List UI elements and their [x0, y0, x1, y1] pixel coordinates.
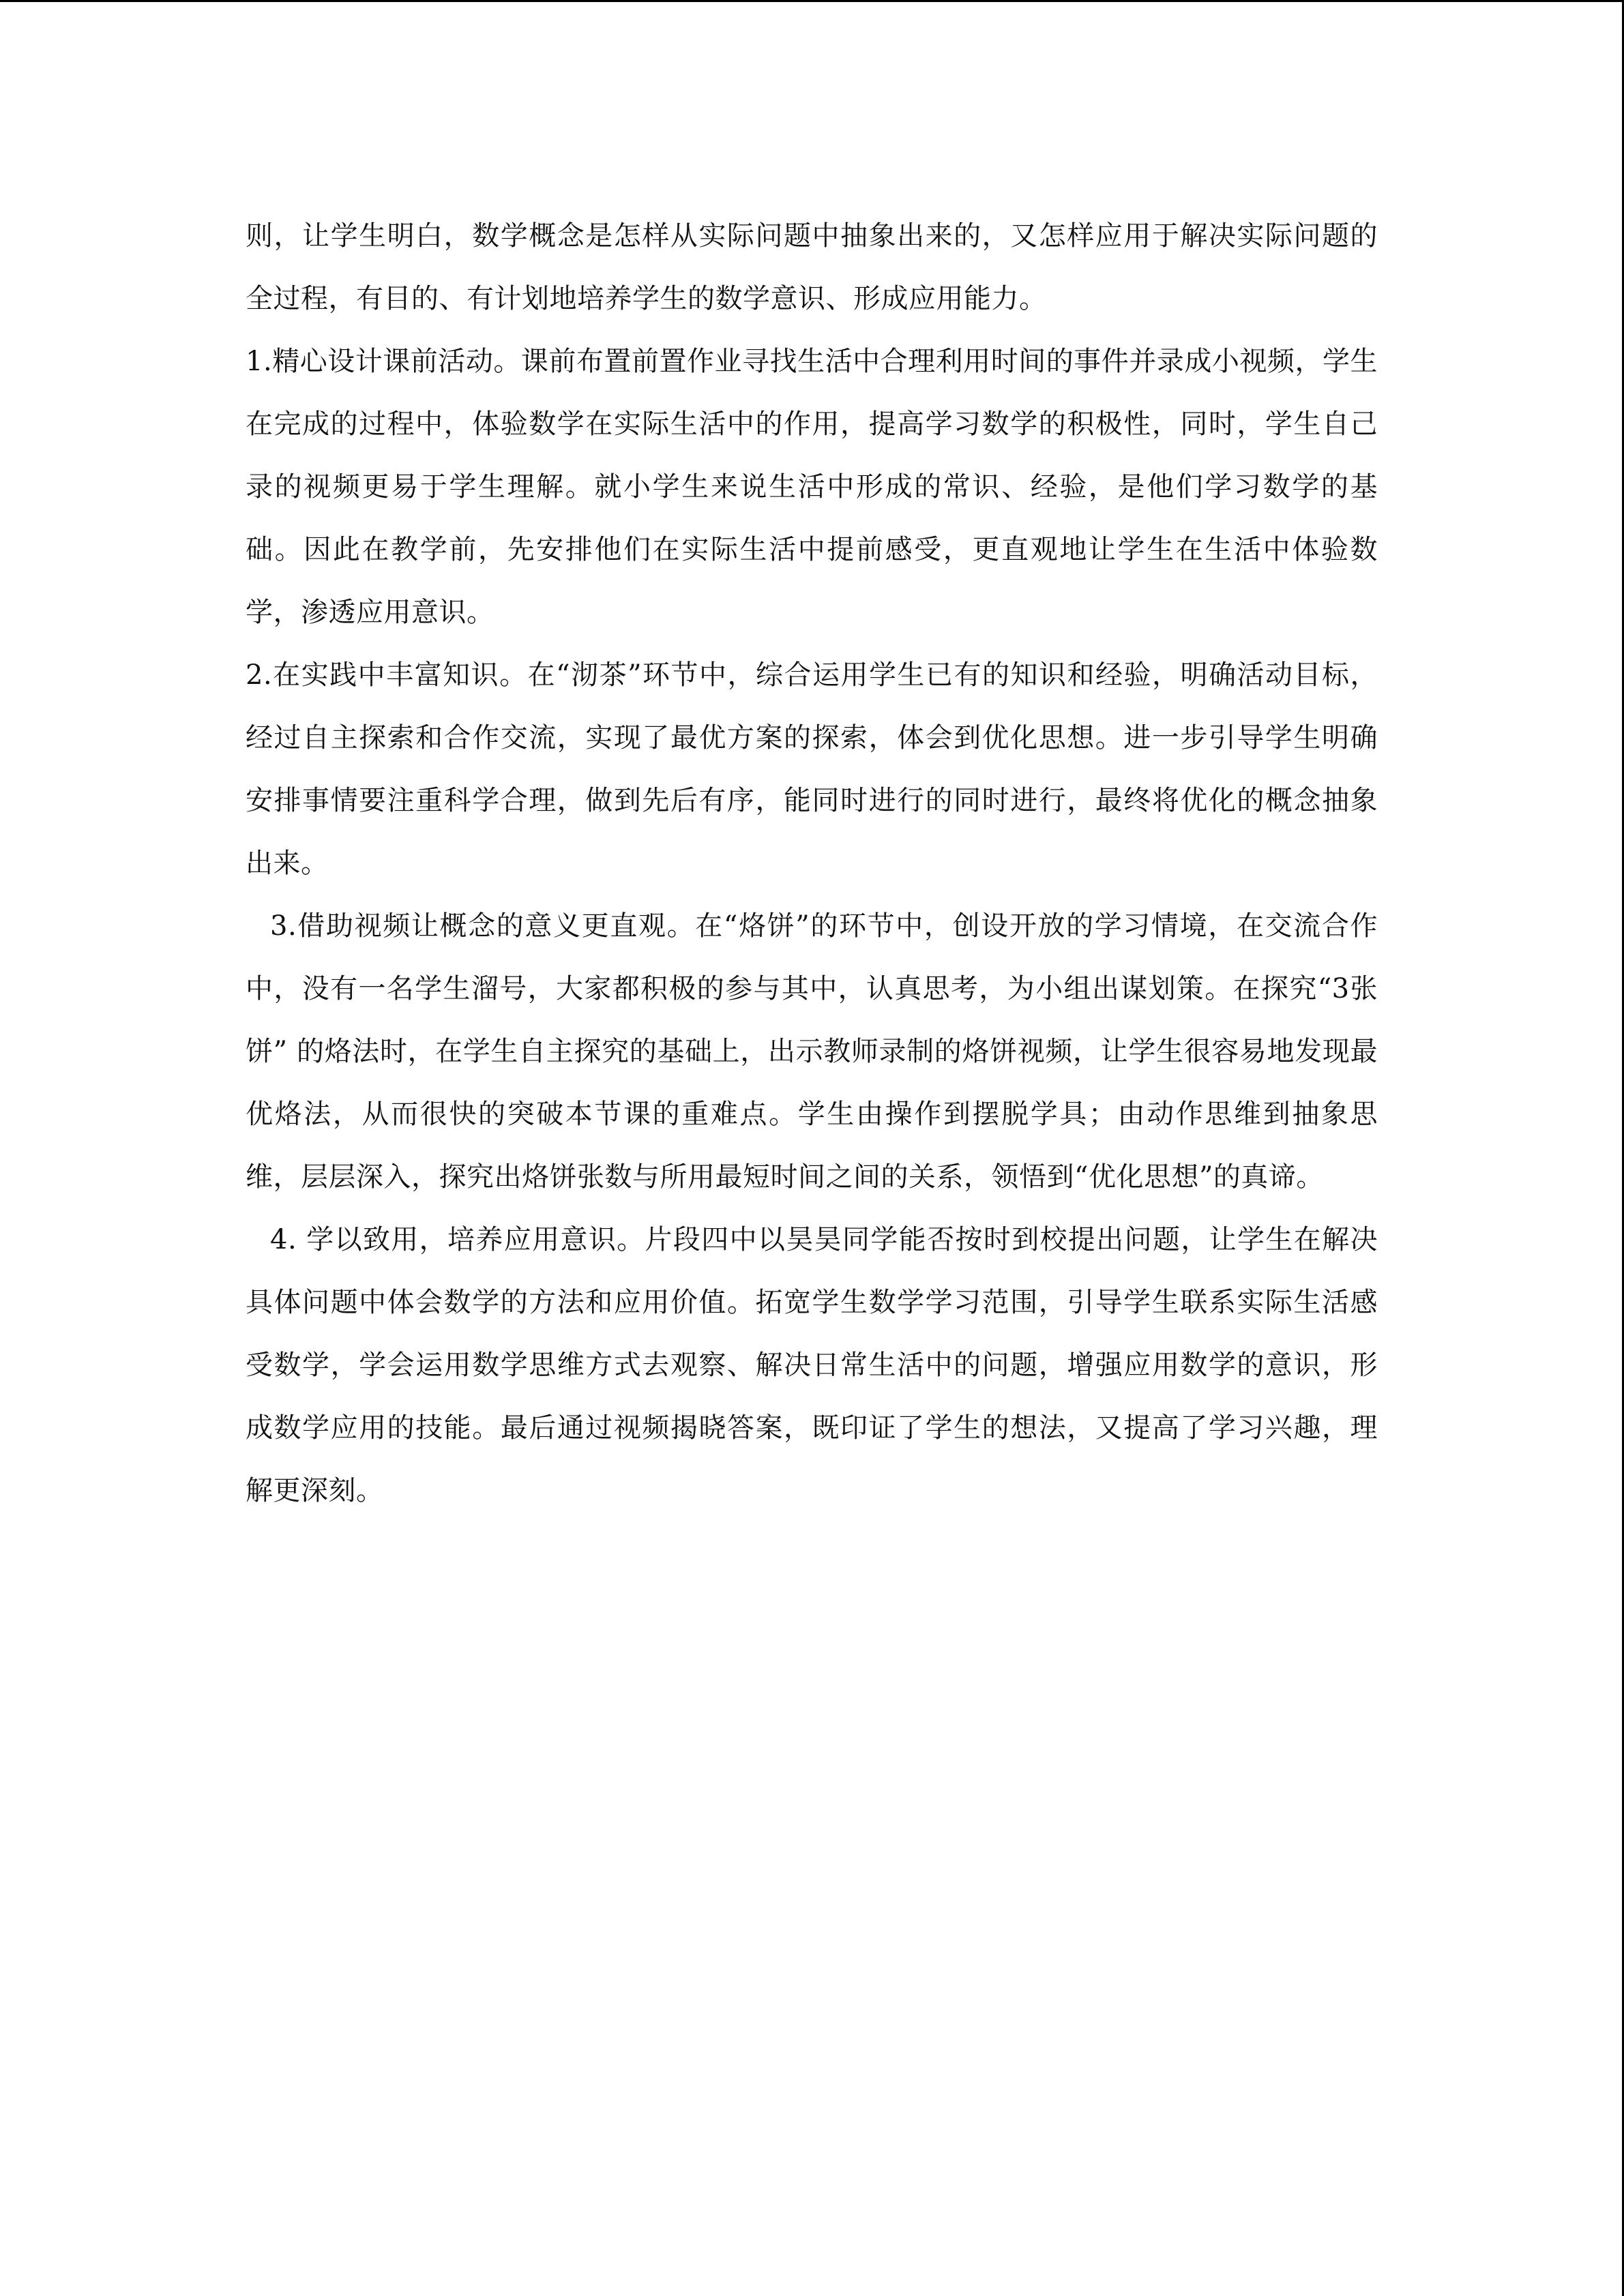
paragraph-item-4: 4. 学以致用，培养应用意识。片段四中以昊昊同学能否按时到校提出问题，让学生在解决具体问题中体会数学的方法和应用价值。拓宽学生数学学习范围，引导学生联系实际生活感受数学，学会运用数学思维方式去观察、解决日常生活中的问题，增强应用数学的意识，形成数学应用的技能。最后通过视频揭晓答案，既印证了学生的想法，又提高了学习兴趣，理解更深刻。	[246, 1224, 1378, 1506]
paragraph-item-2: 2.在实践中丰富知识。在“沏茶”环节中，综合运用学生已有的知识和经验，明确活动目标，经过自主探索和合作交流，实现了最优方案的探索，体会到优化思想。进一步引导学生明确安排事情要注重科学合理，做到先后有序，能同时进行的同时进行，最终将优化的概念抽象出来。	[246, 659, 1378, 879]
document-body	[246, 205, 1378, 1522]
paragraph-item-3: 3.借助视频让概念的意义更直观。在“烙饼”的环节中，创设开放的学习情境，在交流合作中，没有一名学生溜号，大家都积极的参与其中，认真思考，为小组出谋划策。在探究“3张饼” 的烙法时，在学生自主探究的基础上，出示教师录制的烙饼视频，让学生很容易地发现最优烙法，从而很快的突破本节课的重难点。学生由操作到摆脱学具；由动作思维到抽象思维，层层深入，探究出烙饼张数与所用最短时间之间的关系，领悟到“优化思想”的真谛。	[246, 910, 1378, 1193]
paragraph-continuation: 则，让学生明白，数学概念是怎样从实际问题中抽象出来的，又怎样应用于解决实际问题的全过程，有目的、有计划地培养学生的数学意识、形成应用能力。	[246, 220, 1378, 314]
paragraph-item-1: 1.精心设计课前活动。课前布置前置作业寻找生活中合理利用时间的事件并录成小视频，学生在完成的过程中，体验数学在实际生活中的作用，提高学习数学的积极性，同时，学生自己录的视频更易于学生理解。就小学生来说生活中形成的常识、经验，是他们学习数学的基础。因此在教学前，先安排他们在实际生活中提前感受，更直观地让学生在生活中体验数学，渗透应用意识。	[246, 346, 1378, 628]
